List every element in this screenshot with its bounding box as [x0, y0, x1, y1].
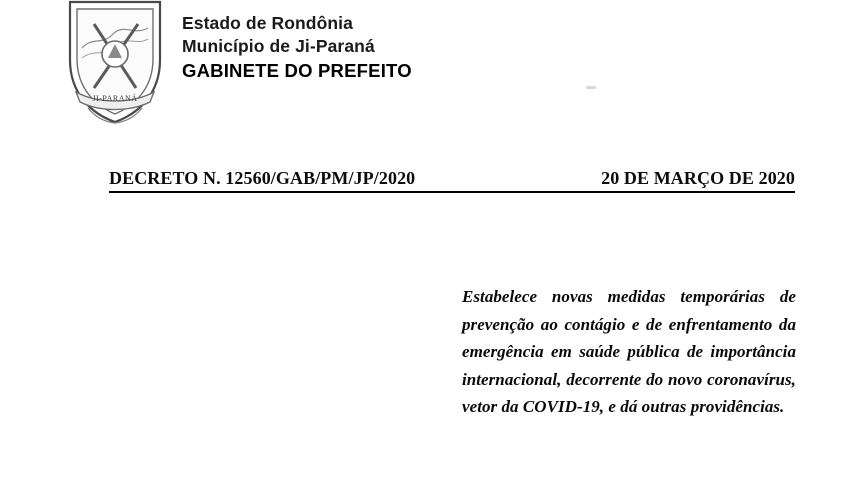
decree-number: DECRETO N. 12560/GAB/PM/JP/2020 [109, 168, 415, 192]
svg-text:JI-PARANÁ: JI-PARANÁ [92, 94, 138, 103]
decree-underline [109, 191, 795, 193]
coat-of-arms-icon [60, 0, 170, 126]
office-name: GABINETE DO PREFEITO [182, 59, 412, 81]
decree-heading [109, 168, 795, 192]
organization-block [182, 12, 412, 83]
municipality-name: Município de Ji-Paraná [182, 35, 375, 56]
decree-date: 20 DE MARÇO DE 2020 [601, 168, 795, 192]
document-header [60, 0, 412, 126]
state-name: Estado de Rondônia [182, 13, 353, 33]
scan-artifact [586, 86, 596, 89]
decree-summary: Estabelece novas medidas temporárias de prevenção ao contágio e de enfrentamento da emergência em saúde pública de importância internacional, decorrente do novo coronavírus, vetor da COVID-19, e dá outras providências. [462, 287, 796, 417]
